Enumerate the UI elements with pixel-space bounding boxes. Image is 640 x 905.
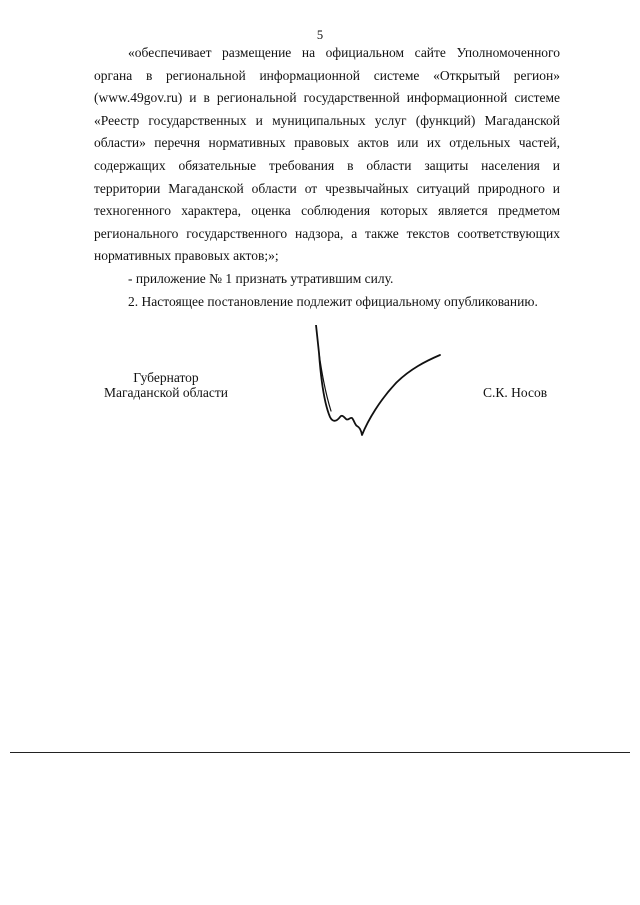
paragraph-annex: - приложение № 1 признать утратившим силу. bbox=[128, 270, 394, 286]
signatory-title-line1: Губернатор bbox=[133, 370, 199, 385]
page-number: 5 bbox=[316, 28, 324, 42]
signatory-title bbox=[96, 370, 236, 400]
signatory-name: С.К. Носов bbox=[483, 385, 548, 400]
signature-block bbox=[0, 370, 640, 460]
footer-divider bbox=[10, 752, 630, 753]
handwritten-signature bbox=[300, 325, 450, 455]
document-body bbox=[94, 42, 560, 313]
paragraph-quote: «обеспечивает размещение на официальном сайте Уполномоченного органа в региональной информационной системе «Открытый регион» (www.49gov.ru) и в региональной государственной информационной системе «Реестр государственных и муниципальных услуг (функций) Магаданской области» перечня нормативных правовых актов или их отдельных частей, содержащих обязательные требования в области защиты населения и территории Магаданской области от чрезвычайных ситуаций природного и техногенного характера, оценка соблюдения которых является предметом регионального государственного надзора, а также текстов соответствующих нормативных правовых актов;»; bbox=[94, 45, 560, 264]
paragraph-publish: 2. Настоящее постановление подлежит официальному опубликованию. bbox=[128, 293, 538, 309]
signatory-title-line2: Магаданской области bbox=[104, 385, 228, 400]
